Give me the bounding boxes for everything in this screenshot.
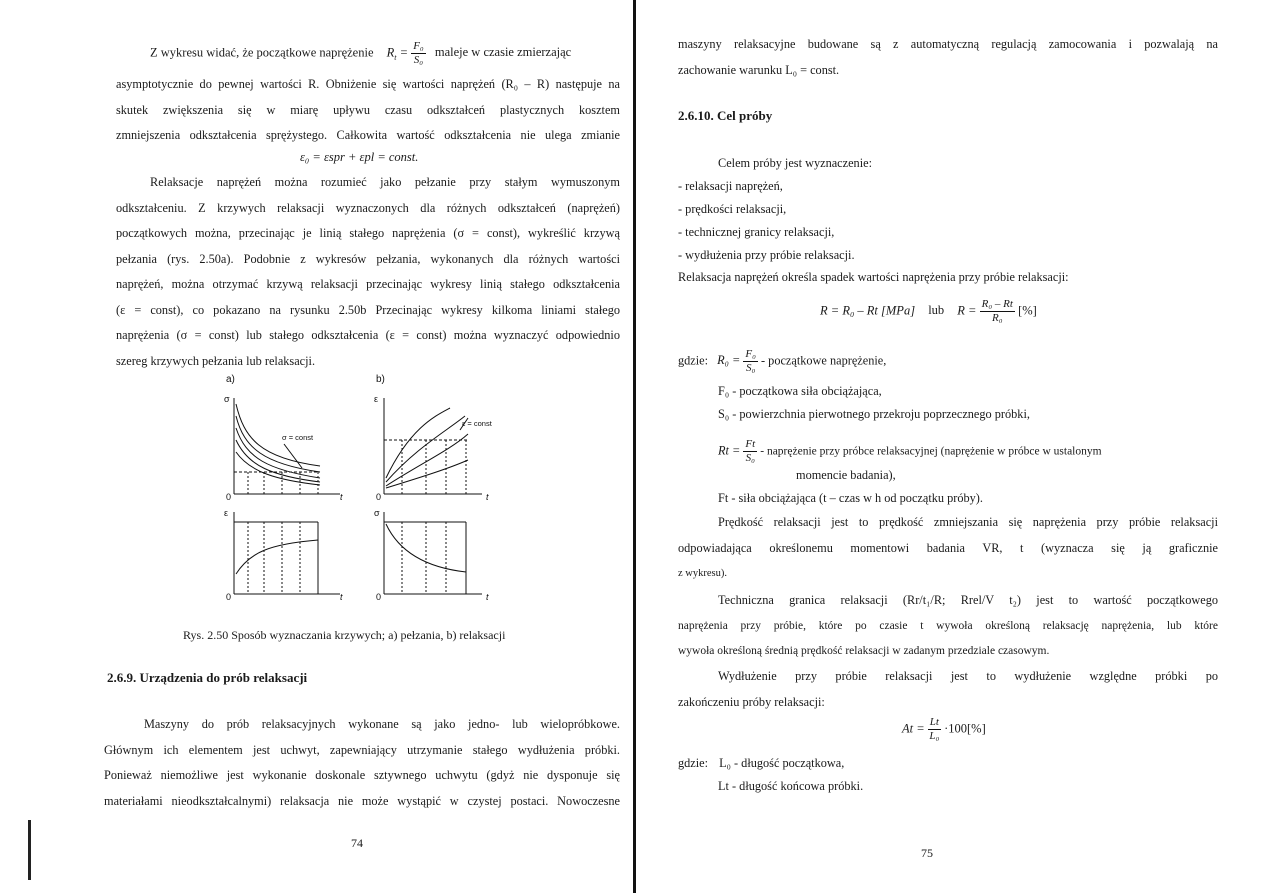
frac-num: Ft [745,438,756,450]
axis-label-eps: ε [374,394,379,404]
axis-origin: 0 [226,592,232,602]
fig-label-a: a) [226,374,235,385]
paragraph-3 [104,712,620,814]
axis-origin: 0 [226,492,232,502]
para2-line: Relaksacje naprężeń można rozumieć jako pełzanie przy stałym wymuszonym [150,175,620,189]
goal-item: - wydłużenia przy próbie relaksacji. [678,248,855,262]
rt-desc: - naprężenie przy próbce relaksacyjnej (naprężenie w próbce w ustalonym [760,445,1102,458]
at-fraction [928,716,941,743]
intro-frac-num: F₀ [413,40,424,52]
rt-desc-continued: momencie badania), [796,468,896,482]
fig-label-b: b) [376,374,385,385]
para1-line: skutek zwiększenia się w miarę upływu czasu odkształceń plastycznych kosztem [116,102,620,117]
goal-item: - technicznej granicy relaksacji, [678,225,835,239]
elongation-paragraph [678,664,1218,715]
at-rhs: ·100[%] [944,721,986,736]
speed-line: z wykresu). [678,568,727,579]
axis-label-eps: ε [224,508,229,518]
axis-label-t: t [340,492,343,502]
para3-line: Maszyny do prób relaksacyjnych wykonane są jako jedno- lub wielopróbkowe. [144,717,620,731]
creep-curve [386,434,468,486]
tech-line: naprężenia przy próbie, które po czasie t wywoła określoną relaksację naprężenia, lub które [678,619,1218,632]
at-lhs: At = [902,721,925,736]
cont-line: zachowanie warunku L₀ = const. [678,62,840,77]
intro-text-b: maleje w czasie zmierzając [434,45,572,60]
technical-limit-paragraph [678,588,1218,665]
para3-line: Głównym ich elementem jest uchwyt, zapewniający utrzymanie stałego wydłużenia próbki. [104,742,620,757]
para2-line: naprężenia (σ = const) lub stałego odkształcenia (ε = const) można wyznaczyć odpowiednio [116,328,620,342]
tech-line: wywoła określoną średnią prędkość relaksacji w zadanym przedziale czasowym. [678,645,1050,657]
para1-line: asymptotycznie do pewnej wartości R. Obniżenie się wartości naprężeń (R₀ – R) następuje na [116,77,620,91]
ft-definition: Ft - siła obciążająca (t – czas w h od początku próby). [718,491,983,505]
tech-line: Techniczna granica relaksacji (Rr/t₁/R; Rrel/V t₂) jest to wartość początkowego [718,593,1218,607]
relaxation-definition: Relaksacja naprężeń określa spadek wartości naprężenia przy próbie relaksacji: [678,270,1069,284]
panel-a-bottom [234,512,340,594]
frac-den: L₀ [929,730,940,742]
para2-line: pełzania (rys. 2.50a). Podobnie z wykresów pełzania, wykonanych dla różnych wartości [116,251,620,266]
figure-caption: Rys. 2.50 Sposób wyznaczania krzywych; a) pełzania, b) relaksacji [183,628,506,642]
speed-paragraph [678,510,1218,587]
rt-definition [718,438,1102,465]
paragraph-1 [116,72,620,149]
para3-line: Ponieważ niemożliwe jest wykonanie doskonale sztywnego uchwytu (gdyż nie dysponuje się [104,768,620,782]
book-spine [633,0,636,893]
speed-line: Prędkość relaksacji jest to prędkość zmniejszania się naprężenia przy próbie relaksacji [718,515,1218,529]
formula-or: lub [928,303,945,318]
figure-2-50 [220,368,520,606]
frac-num: F₀ [745,348,756,360]
creep-curve [236,540,318,574]
para2-line: szereg krzywych pełzania lub relaksacji. [116,353,316,368]
intro-line [150,40,620,67]
creep-curve [386,408,450,478]
section-heading-269: 2.6.9. Urządzenia do prób relaksacji [107,670,308,685]
leader-line [284,444,302,468]
continuation-paragraph [678,32,1218,83]
formula-percent-fraction [980,298,1015,325]
page-number-left: 74 [351,836,363,850]
para2-line: początkowych można, przecinając je linią stałego naprężenia (σ = const), wykreślić krzywą [116,226,620,240]
axis-label-t: t [486,492,489,502]
para2-line: (ε = const), co pokazano na rysunku 2.50b Przecinając wykresy kilkoma liniami stałego [116,302,620,317]
r0-fraction [743,348,758,375]
eps-const-label: ε = const [462,419,492,428]
frac-den: S₀ [745,362,756,374]
paragraph-2 [116,170,620,374]
r0-lhs: R₀ = [717,353,741,368]
elongation-formula [902,716,986,743]
gdzie-label: gdzie: [678,353,709,368]
intro-text-a: Z wykresu widać, że początkowe naprężenie [150,45,374,60]
frac-den: R₀ [992,312,1003,324]
r0-desc: - początkowe naprężenie, [761,353,887,368]
scan-edge-mark [28,820,31,880]
left-page [0,0,630,893]
intro-frac-den: S₀ [413,54,424,66]
rt-fraction [743,438,757,465]
panel-a-top [234,398,340,494]
r0-definition [678,348,886,375]
lt-definition: Lt - długość końcowa próbki. [718,779,864,793]
axis-label-sigma: σ [374,508,380,518]
intro-formula-sub: t [394,52,397,62]
frac-num: R₀ – Rt [981,298,1013,310]
panel-b-top [384,398,482,494]
panel-b-bottom [384,512,482,594]
para3-line: materiałami nieodkształcalnymi) relaksacja nie może wystąpić w czystej postaci. Nowoczesne [104,793,620,808]
speed-line: odpowiadająca określonemu momentowi badania VR, t (wyznacza się ją graficznie [678,540,1218,555]
axis-origin: 0 [376,592,382,602]
para1-line: zmniejszenia odkształcenia sprężystego. Całkowita wartość odkształcenia nie ulega zmianie [116,128,620,142]
formula-unit: [%] [1018,303,1037,318]
para2-line: odkształceniu. Z krzywych relaksacji wyznaczonych dla różnych odkształceń (naprężeń) [116,200,620,215]
f0-definition: F₀ - początkowa siła obciążająca, [718,384,882,398]
intro-fraction [411,40,426,67]
section-heading-2610: 2.6.10. Cel próby [678,108,773,123]
formula-difference: R = R₀ – Rt [MPa] [820,303,916,318]
l0-desc: L₀ - długość początkowa, [719,756,845,770]
intro-formula: $R_t$ = $\frac{\text{F₀}}{\text{S₀}}$ [386,40,424,66]
page-number-right: 75 [921,846,933,860]
goal-intro: Celem próby jest wyznaczenie: [718,156,872,170]
cont-line: maszyny relaksacyjne budowane są z automatyczną regulacją zamocowania i pozwalają na [678,37,1218,51]
goal-item: - relaksacji naprężeń, [678,179,783,193]
l0-definition [678,756,844,771]
axis-label-sigma: σ [224,394,230,404]
s0-definition: S₀ - powierzchnia pierwotnego przekroju poprzecznego próbki, [718,407,1030,421]
main-formula [820,298,1037,325]
intro-formula-lhs: R [386,45,395,60]
elong-line: Wydłużenie przy próbie relaksacji jest to wydłużenie względne próbki po [718,669,1218,683]
axis-origin: 0 [376,492,382,502]
axis-label-t: t [340,592,343,602]
right-page [640,0,1263,893]
rt-lhs: Rt = [718,443,741,458]
para2-line: naprężeń, można otrzymać krzywą relaksacji przecinając wykresy linią stałego odkształcenia [116,277,620,291]
goal-item: - prędkości relaksacji, [678,202,787,216]
formula-percent-lhs: R = [957,303,977,318]
elong-line: zakończeniu próby relaksacji: [678,694,825,709]
axis-label-t: t [486,592,489,602]
sigma-const-label: σ = const [282,433,314,442]
creep-curve [386,460,468,488]
frac-den: S₀ [745,452,755,464]
epsilon-formula: ε₀ = εspr + εpl = const. [300,150,419,164]
frac-num: Lt [929,716,939,728]
gdzie-label: gdzie: [678,756,709,770]
